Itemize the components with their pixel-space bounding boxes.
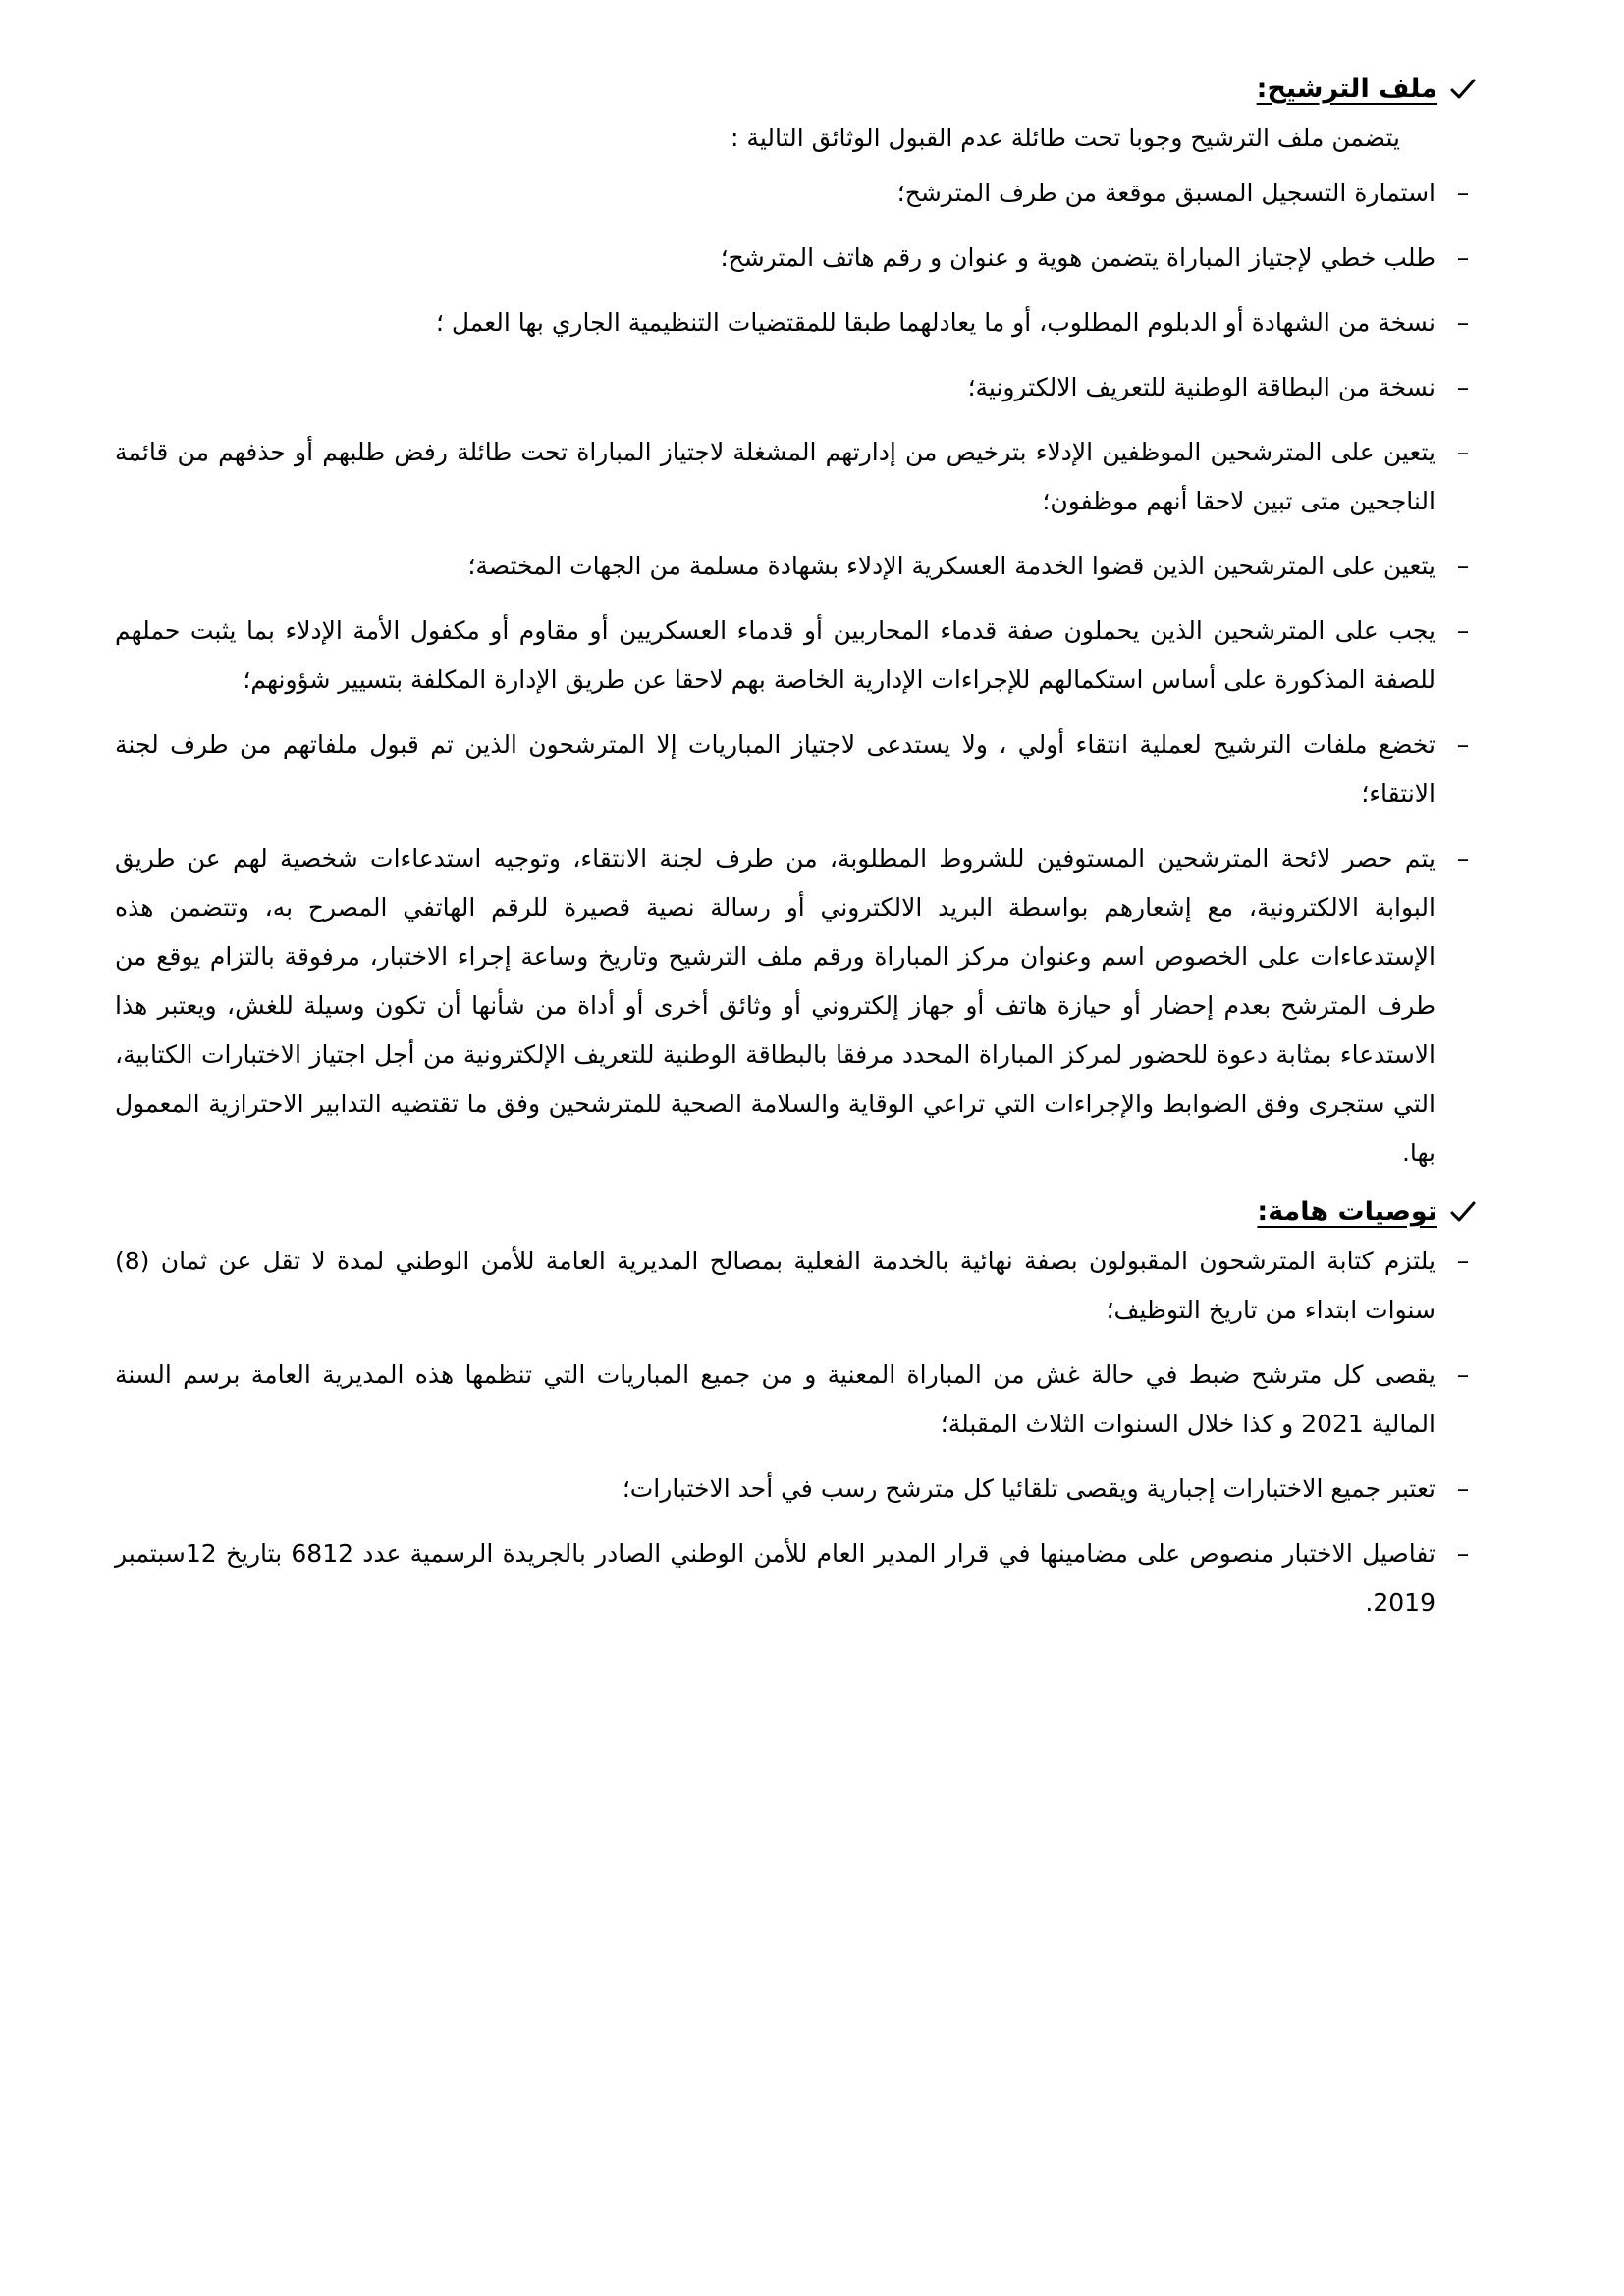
list-item-text: يجب على المترشحين الذين يحملون صفة قدماء المحاربين أو قدماء العسكريين أو مقاوم أو مكفول الأمة الإدلاء بما يثبت حملهم للصفة المذكورة على أساس استكمالهم للإجراءات الإدارية الخاصة بهم لاحقا عن طريق الإدارة المكلفة بتسيير شؤونهم؛ bbox=[115, 616, 1435, 694]
section-title: توصيات هامة: bbox=[1257, 1197, 1437, 1227]
dash-marker: – bbox=[1456, 552, 1470, 580]
dash-marker: – bbox=[1456, 1474, 1470, 1503]
recommendations-list bbox=[115, 1237, 1477, 1628]
dash-marker: – bbox=[1456, 438, 1470, 466]
list-item-text: يتعين على المترشحين الموظفين الإدلاء بترخيص من إدارتهم المشغلة لاجتياز المباراة تحت طائلة رفض طلبهم أو حذفهم من قائمة الناجحين متى تبين لاحقا أنهم موظفون؛ bbox=[115, 438, 1435, 515]
list-item bbox=[115, 1529, 1477, 1628]
list-item-text: استمارة التسجيل المسبق موقعة من طرف المترشح؛ bbox=[896, 179, 1435, 207]
list-item bbox=[115, 1465, 1477, 1514]
list-item bbox=[115, 542, 1477, 591]
list-item bbox=[115, 428, 1477, 526]
section-heading-application-file bbox=[115, 65, 1477, 114]
dash-marker: – bbox=[1456, 844, 1470, 873]
list-item-text: يتم حصر لائحة المترشحين المستوفين للشروط المطلوبة، من طرف لجنة الانتقاء، وتوجيه استدعاءات شخصية لهم عن طريق البوابة الالكترونية، مع إشعارهم بواسطة البريد الالكتروني أو رسالة نصية قصيرة للرقم الهاتفي المصرح به، وتتضمن هذه الإستدعاءات على الخصوص اسم وعنوان مركز المباراة ورقم ملف الترشيح وتاريخ وساعة إجراء الاختبار، مرفوقة بالتزام يوقع من طرف المترشح بعدم إحضار أو حيازة هاتف أو جهاز إلكتروني أو وثائق أخرى أو أداة من شأنها أن تكون وسيلة للغش، ويعتبر هذا الاستدعاء بمثابة دعوة للحضور لمركز المباراة المحدد مرفقا بالبطاقة الوطنية للتعريف الإلكترونية من أجل اجتياز الاختبارات الكتابية، التي ستجرى وفق الضوابط والإجراءات التي تراعي الوقاية والسلامة الصحية للمترشحين وفق ما تقتضيه التدابير الاحترازية المعمول بها. bbox=[115, 844, 1435, 1167]
dash-marker: – bbox=[1456, 1361, 1470, 1389]
list-item bbox=[115, 363, 1477, 412]
section-heading-recommendations bbox=[115, 1188, 1477, 1237]
list-item bbox=[115, 607, 1477, 705]
list-item-text: يقصى كل مترشح ضبط في حالة غش من المباراة المعنية و من جميع المباريات التي تنظمها هذه المديرية العامة برسم السنة المالية 2021 و كذا خلال السنوات الثلاث المقبلة؛ bbox=[115, 1361, 1435, 1438]
list-item-text: تعتبر جميع الاختبارات إجبارية ويقصى تلقائيا كل مترشح رسب في أحد الاختبارات؛ bbox=[622, 1474, 1435, 1503]
section-title: ملف الترشيح: bbox=[1256, 74, 1437, 104]
dash-marker: – bbox=[1456, 308, 1470, 337]
list-item-text: نسخة من البطاقة الوطنية للتعريف الالكترونية؛ bbox=[967, 373, 1435, 401]
dash-marker: – bbox=[1456, 730, 1470, 759]
list-item bbox=[115, 1351, 1477, 1449]
dash-marker: – bbox=[1456, 373, 1470, 401]
list-item-text: تخضع ملفات الترشيح لعملية انتقاء أولي ، ولا يستدعى لاجتياز المباريات إلا المترشحون الذين تم قبول ملفاتهم من طرف لجنة الانتقاء؛ bbox=[115, 730, 1435, 808]
dash-marker: – bbox=[1456, 1247, 1470, 1275]
list-item bbox=[115, 834, 1477, 1178]
section-intro: يتضمن ملف الترشيح وجوبا تحت طائلة عدم القبول الوثائق التالية : bbox=[731, 124, 1400, 152]
dash-marker: – bbox=[1456, 616, 1470, 645]
list-item-text: نسخة من الشهادة أو الدبلوم المطلوب، أو ما يعادلهما طبقا للمقتضيات التنظيمية الجاري بها العمل ؛ bbox=[435, 308, 1435, 337]
list-item-text: تفاصيل الاختبار منصوص على مضامينها في قرار المدير العام للأمن الوطني الصادر بالجريدة الرسمية عدد 6812 بتاريخ 12سبتمبر 2019. bbox=[115, 1539, 1435, 1617]
list-item-text: يتعين على المترشحين الذين قضوا الخدمة العسكرية الإدلاء بشهادة مسلمة من الجهات المختصة؛ bbox=[467, 552, 1435, 580]
checkmark-icon bbox=[1449, 1199, 1477, 1226]
dash-marker: – bbox=[1456, 179, 1470, 207]
dash-marker: – bbox=[1456, 1539, 1470, 1568]
list-item-text: يلتزم كتابة المترشحون المقبولون بصفة نهائية بالخدمة الفعلية بمصالح المديرية العامة للأمن الوطني لمدة لا تقل عن ثمان (8) سنوات ابتداء من تاريخ التوظيف؛ bbox=[115, 1247, 1435, 1324]
list-item bbox=[115, 1237, 1477, 1335]
list-item bbox=[115, 721, 1477, 819]
list-item bbox=[115, 298, 1477, 347]
list-item bbox=[115, 234, 1477, 283]
dash-marker: – bbox=[1456, 243, 1470, 272]
list-item bbox=[115, 169, 1477, 218]
list-item-text: طلب خطي لإجتياز المباراة يتضمن هوية و عنوان و رقم هاتف المترشح؛ bbox=[720, 243, 1435, 272]
requirements-list bbox=[115, 169, 1477, 1178]
checkmark-icon bbox=[1449, 76, 1477, 103]
